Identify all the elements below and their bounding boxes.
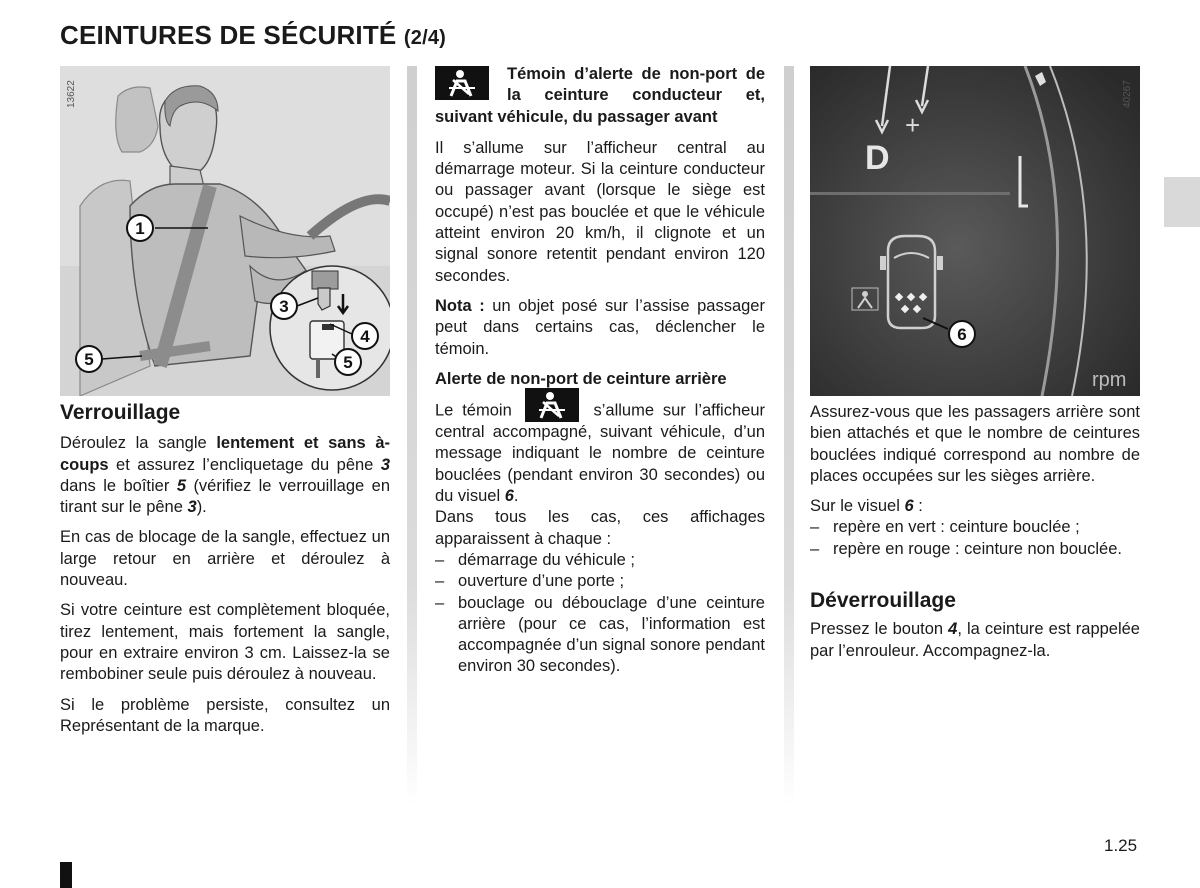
paragraph-sur-visuel <box>810 496 1140 517</box>
text-segment: (vérifiez le verrouillage en tirant sur le pêne <box>60 476 391 517</box>
paragraph-blocage: En cas de blocage de la sangle, effectuez un large retour en arrière et déroulez à nouveau. <box>60 528 390 590</box>
nota-text: un objet posé sur l’assise passager peut dans certains cas, déclencher le témoin. <box>435 296 765 358</box>
text-segment: s’allume sur l’afficheur central accompagné, suivant véhicule, d’un message indiquant le nombre de ceinture bouclées (pendant environ 30 secondes) ou du visuel <box>435 401 765 506</box>
callout-1: 1 <box>135 219 145 238</box>
list-item: – ouverture d’une porte ; <box>435 572 625 591</box>
paragraph-nota <box>435 296 765 360</box>
page-number: 1.25 <box>1104 836 1138 855</box>
warning-title: Témoin d’alerte de non-port de la ceinture conducteur et, suivant véhicule, du passager avant <box>435 65 765 126</box>
rpm-label: rpm <box>1092 369 1127 391</box>
callout-5: 5 <box>84 350 94 369</box>
figure-dashboard-display <box>810 66 1140 396</box>
figure-driver-seatbelt <box>60 66 390 396</box>
paragraph-pressez <box>810 619 1140 662</box>
ref-pene-3: 3 <box>187 498 197 517</box>
ref-bouton-4: 4 <box>948 620 958 639</box>
figure-code-right: 40267 <box>1122 80 1133 108</box>
warning-title-block <box>435 64 765 128</box>
figure-code-left: 13622 <box>66 80 77 108</box>
display-triggers-list <box>435 550 765 678</box>
driver-illustration <box>60 66 390 396</box>
list-item: – démarrage du véhicule ; <box>435 550 636 569</box>
callout-5-inset: 5 <box>343 353 353 372</box>
page-title-text: CEINTURES DE SÉCURITÉ <box>60 20 397 50</box>
paragraph-temoin-arriere <box>435 400 765 507</box>
text-segment: : <box>913 497 923 516</box>
text-segment: Le témoin <box>435 401 512 420</box>
list-item: – repère en rouge : ceinture non bouclée. <box>810 539 1122 558</box>
text-segment: et assurez l’encliquetage du pêne <box>108 455 381 474</box>
ref-visuel-6: 6 <box>504 487 514 506</box>
heading-verrouillage: Verrouillage <box>60 401 181 424</box>
paragraph-tous-les-cas: Dans tous les cas, ces affichages apparaissent à chaque : <box>435 508 765 548</box>
ref-boitier-5: 5 <box>176 476 186 495</box>
text-segment: Pressez le bouton <box>810 620 949 639</box>
ref-visuel-6: 6 <box>904 497 914 516</box>
list-item: – repère en vert : ceinture bouclée ; <box>810 518 1080 537</box>
indicator-color-list <box>810 517 1140 560</box>
rear-alert-title: Alerte de non-port de ceinture arrière <box>435 369 727 388</box>
heading-deverrouillage: Déverrouillage <box>810 589 956 613</box>
page-title-part: (2/4) <box>403 27 447 49</box>
callout-6: 6 <box>957 325 967 344</box>
column-passagers <box>810 402 1140 662</box>
column-temoin <box>435 64 765 678</box>
text-segment: Sur le visuel <box>810 497 905 516</box>
paragraph-deroulez <box>60 433 390 518</box>
callout-3: 3 <box>279 297 289 316</box>
seatbelt-warning-icon <box>435 66 489 100</box>
nota-label: Nota : <box>435 296 485 315</box>
ref-pene-3: 3 <box>380 455 390 474</box>
text-segment: dans le boîtier <box>60 476 177 495</box>
footer-marker <box>60 862 72 888</box>
paragraph-allume: Il s’allume sur l’afficheur central au démarrage moteur. Si la ceinture conducteur ou passager avant (lorsque le siège est occupé) n’est pas bouclée et que le véhicule atteint environ 20 km/h, il clignote et un signal sonore retentit pendant environ 120 secondes. <box>435 138 765 285</box>
plus-indicator: + <box>905 110 921 140</box>
chapter-tab <box>1164 177 1200 227</box>
callout-4: 4 <box>360 327 370 346</box>
text-segment: . <box>513 487 519 506</box>
text-segment: , la ceinture est rappelée par l’enrouleur. Accompagnez-la. <box>810 620 1140 660</box>
text-emphasis: lentement et sans à-coups <box>60 434 391 474</box>
text-segment: ). <box>196 498 207 517</box>
page-title <box>60 20 446 51</box>
paragraph-assurez-vous: Assurez-vous que les passagers arrière sont bien attachés et que le nombre de ceintures bouclées indiqué correspond au nombre de places occupées sur les sièges arrière. <box>810 403 1140 485</box>
gear-indicator: D <box>865 139 890 177</box>
text-segment: Déroulez la sangle <box>60 434 217 453</box>
column-divider-right <box>784 66 794 806</box>
column-divider-left <box>407 66 417 806</box>
column-verrouillage <box>60 402 390 737</box>
dashboard-illustration <box>810 66 1140 396</box>
paragraph-bloquee: Si votre ceinture est complètement bloquée, tirez lentement, mais fortement la sangle, pour en extraire environ 3 cm. Laissez-la se rembobiner seule puis déroulez à nouveau. <box>60 601 390 684</box>
list-item: – bouclage ou débouclage d’une ceinture arrière (pour ce cas, l’information est accompagnée d’un signal sonore pendant environ 30 secondes). <box>435 593 765 676</box>
paragraph-probleme: Si le problème persiste, consultez un Représentant de la marque. <box>60 695 390 735</box>
rear-seatbelt-icon <box>525 388 579 422</box>
